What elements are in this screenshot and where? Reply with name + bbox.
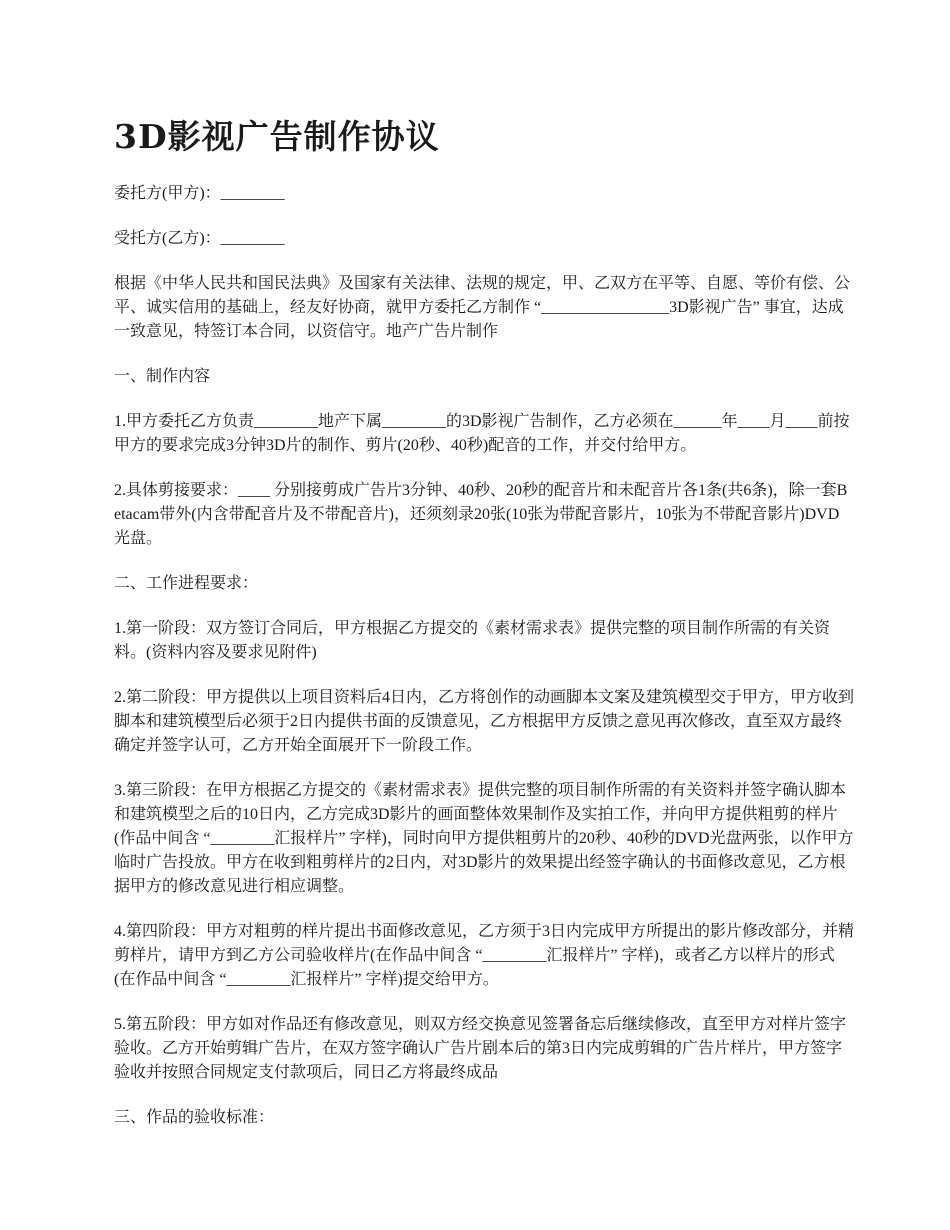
party-b-line: 受托方(乙方)：________ [114, 230, 285, 247]
document-title: 3D影视广告制作协议 [114, 117, 440, 156]
clause-2-3: 3.第三阶段：在甲方根据乙方提交的《素材需求表》提供完整的项目制作所需的有关资料并签字确认脚本和建筑模型之后的10日内，乙方完成3D影片的画面整体效果制作及实拍工作，并向甲方提供粗剪的样片(作品中间含 “________汇报样片” 字样)，同时向甲方提供粗剪片的20秒、40秒的DVD光盘两张，以作甲方临时广告投放。甲方在收到粗剪样片的2日内，对3D影片的效果提出经签字确认的书面修改意见，乙方根据甲方的修改意见进行相应调整。 [114, 782, 854, 895]
clause-2-4: 4.第四阶段：甲方对粗剪的样片提出书面修改意见，乙方须于3日内完成甲方所提出的影片修改部分，并精剪样片，请甲方到乙方公司验收样片(在作品中间含 “________汇报样片” 字样)，或者乙方以样片的形式(在作品中间含 “________汇报样片” 字样)提交给甲方。 [114, 923, 855, 988]
section-heading-work-progress: 二、工作进程要求： [114, 575, 259, 592]
preamble-paragraph: 根据《中华人民共和国民法典》及国家有关法律、法规的规定，甲、乙双方在平等、自愿、等价有偿、公平、诚实信用的基础上，经友好协商，就甲方委托乙方制作 “________________3D影视广告” 事宜，达成一致意见，特签订本合同，以资信守。地产广告片制作 [114, 275, 851, 340]
clause-1-1: 1.甲方委托乙方负责________地产下属________的3D影视广告制作，乙方必须在______年____月____前按甲方的要求完成3分钟3D片的制作、剪片(20秒、40秒)配音的工作，并交付给甲方。 [114, 413, 850, 454]
clause-2-5: 5.第五阶段：甲方如对作品还有修改意见，则双方经交换意见签署备忘后继续修改，直至甲方对样片签字验收。乙方开始剪辑广告片，在双方签字确认广告片剧本后的第3日内完成剪辑的广告片样片，甲方签字验收并按照合同规定支付款项后，同日乙方将最终成品 [114, 1016, 847, 1081]
clause-2-2: 2.第二阶段：甲方提供以上项目资料后4日内，乙方将创作的动画脚本文案及建筑模型交于甲方，甲方收到脚本和建筑模型后必须于2日内提供书面的反馈意见，乙方根据甲方反馈之意见再次修改，直至双方最终确定并签字认可，乙方开始全面展开下一阶段工作。 [114, 689, 855, 754]
section-heading-acceptance-standard: 三、作品的验收标准： [114, 1109, 275, 1126]
document-page [114, 112, 854, 1151]
section-heading-production-content: 一、制作内容 [114, 368, 211, 385]
clause-2-1: 1.第一阶段：双方签订合同后，甲方根据乙方提交的《素材需求表》提供完整的项目制作所需的有关资料。(资料内容及要求见附件) [114, 620, 831, 661]
party-a-line: 委托方(甲方)：________ [114, 185, 285, 202]
clause-1-2: 2.具体剪接要求：____ 分别接剪成广告片3分钟、40秒、20秒的配音片和未配音片各1条(共6条)，除一套Betacam带外(内含带配音片及不带配音片)，还须刻录20张(10张为带配音影片，10张为不带配音影片)DVD光盘。 [114, 482, 848, 547]
